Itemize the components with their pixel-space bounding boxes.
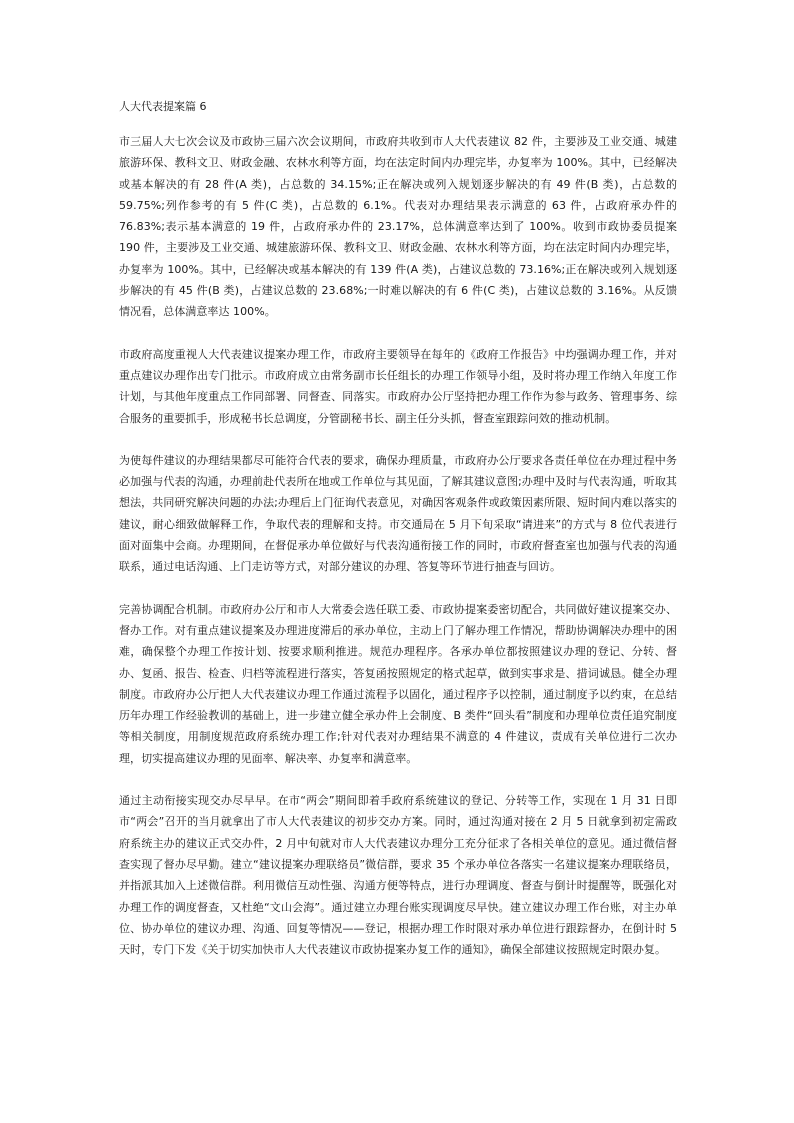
paragraph-communication-with-delegates: 为使每件建议的办理结果都尽可能符合代表的要求，确保办理质量，市政府办公厅要求各责任单位在办理过程中务必加强与代表的沟通，办理前赴代表所在地或工作单位与其见面，了解其建议意图;办理中及时与代表沟通，听取其想法，共同研究解决问题的办法;办理后上门征询代表意见，对确因客观条件或政策因素所限、短时间内难以落实的建议，耐心细致做解释工作，争取代表的理解和支持。市交通局在 5 月下旬采取“请进来”的方式与 8 位代表进行面对面集中会商。办理期间，在督促承办单位做好与代表沟通衔接工作的同时，市政府督查室也加强与代表的沟通联系，通过电话沟通、上门走访等方式，对部分建议的办理、答复等环节进行抽查与回访。 [119, 453, 677, 574]
document-title: 人大代表提案篇 6 [119, 100, 207, 113]
paragraph-early-assignment: 通过主动衔接实现交办尽早早。在市“两会”期间即着手政府系统建议的登记、分转等工作，实现在 1 月 31 日即市“两会”召开的当月就拿出了市人大代表建议的初步交办方案。同时，通过沟通对接在 2 月 5 日就拿到初定需政府系统主办的建议正式交办件，2 月中旬就对市人大代表建议办理分工充分征求了各相关单位的意见。通过微信督查实现了督办尽早勤。建立“建议提案办理联络员”微信群，要求 35 个承办单位各落实一名建议提案办理联络员，并指派其加入上述微信群。利用微信互动性强、沟通方便等特点，进行办理调度、督查与倒计时提醒等，既强化对办理工作的调度督查，又杜绝“文山会海”。通过建立办理台账实现调度尽早快。建立建议办理工作台账，对主办单位、协办单位的建议办理、沟通、回复等情况——登记，根据办理工作时限对承办单位进行跟踪督办，在倒计时 5 天时，专门下发《关于切实加快市人大代表建议市政协提案办复工作的通知》，确保全部建议按照规定时限办复。 [119, 794, 677, 957]
document-page [119, 99, 677, 981]
paragraph-coordination-mechanism: 完善协调配合机制。市政府办公厅和市人大常委会选任联工委、市政协提案委密切配合，共同做好建议提案交办、督办工作。对有重点建议提案及办理进度滞后的承办单位，主动上门了解办理工作情况，帮助协调解决办理中的困难，确保整个办理工作按计划、按要求顺利推进。规范办理程序。各承办单位都按照建议办理的登记、分转、督办、复函、报告、检查、归档等流程进行落实，答复函按照规定的格式起草，做到实事求是、措词诚恳。健全办理制度。市政府办公厅把人大代表建议办理工作通过流程予以固化，通过程序予以控制，通过制度予以约束，在总结历年办理工作经验教训的基础上，进一步建立健全承办件上会制度、B 类件“回头看”制度和办理单位责任追究制度等相关制度，用制度规范政府系统办理工作;针对代表对办理结果不满意的 4 件建议，责成有关单位进行二次办理，切实提高建议办理的见面率、解决率、办复率和满意率。 [119, 602, 677, 765]
paragraph-leadership-attention: 市政府高度重视人大代表建议提案办理工作，市政府主要领导在每年的《政府工作报告》中均强调办理工作，并对重点建议办理作出专门批示。市政府成立由常务副市长任组长的办理工作领导小组，及时将办理工作纳入年度工作计划，与其他年度重点工作同部署、同督查、同落实。市政府办公厅坚持把办理工作作为参与政务、管理事务、综合服务的重要抓手，形成秘书长总调度，分管副秘书长、副主任分头抓，督查室跟踪问效的推动机制。 [119, 347, 677, 425]
paragraph-summary-statistics: 市三届人大七次会议及市政协三届六次会议期间，市政府共收到市人大代表建议 82 件，主要涉及工业交通、城建旅游环保、教科文卫、财政金融、农林水利等方面，均在法定时间内办理完毕，办复率为 100%。其中，已经解决或基本解决的有 28 件(A 类)，占总数的 34.15%;正在解决或列入规划逐步解决的有 49 件(B 类)，占总数的 59.75%;列作参考的有 5 件(C 类)，占总数的 6.1%。代表对办理结果表示满意的 63 件，占政府承办件的 76.83%;表示基本满意的 19 件，占政府承办件的 23.17%，总体满意率达到了 100%。收到市政协委员提案 190 件，主要涉及工业交通、城建旅游环保、教科文卫、财政金融、农林水利等方面，均在法定时间内办理完毕，办复率为 100%。其中，已经解决或基本解决的有 139 件(A 类)，占建议总数的 73.16%;正在解决或列入规划逐步解决的有 45 件(B 类)，占建议总数的 23.68%;一时难以解决的有 6 件(C 类)，占建议总数的 3.16%。从反馈情况看，总体满意率达 100%。 [119, 135, 677, 319]
